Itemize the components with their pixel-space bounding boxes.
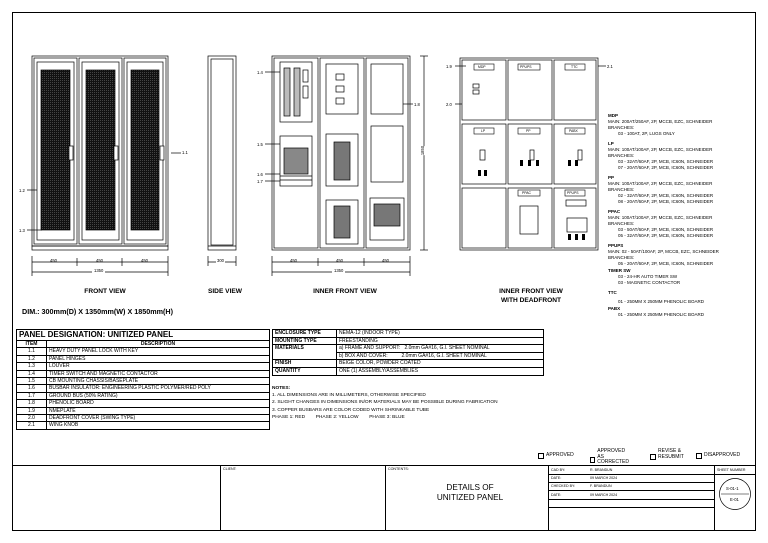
- spec-heading: LP: [608, 141, 614, 146]
- approved-label: APPROVED: [546, 452, 574, 459]
- spec-spacer: [608, 286, 758, 289]
- finish-label: FINISH: [273, 360, 337, 368]
- sheet-number-top: S-01-1: [726, 486, 739, 491]
- notes-block: [272, 385, 498, 421]
- panel-specifications: [608, 112, 758, 318]
- drawing-title: [420, 483, 520, 503]
- nameplate-ppac: PPAC: [522, 191, 531, 195]
- nameplate-lp: LP: [481, 129, 486, 133]
- as-corrected-checkbox[interactable]: [590, 457, 595, 463]
- spec-line: BRANCHES:: [608, 221, 635, 226]
- table-item: 2.0: [17, 415, 47, 422]
- revise-line-2: RESUBMIT: [658, 453, 684, 460]
- inner-dim-total: 1350: [334, 268, 344, 273]
- height-dim: 1850: [420, 145, 426, 156]
- table-desc: NMEPLATE: [47, 407, 270, 414]
- spec-item: 01 - 250MM X 250MM PHENOLIC BOARD: [618, 312, 705, 317]
- spec-line: MAIN: 200AT/250AF, 2P, MCCB, EZC, SCHNEIDER: [608, 119, 713, 124]
- callout-2-1: 2.1: [607, 64, 613, 69]
- note-1: 1. ALL DIMENSIONS ARE IN MILLIMETERS, OTHERWISE SPECIFIED: [272, 393, 426, 399]
- spec-item: 05 - 20AT/60AF, 2P, MCB, IC60N, SCHNEIDER: [618, 261, 714, 266]
- note-2: 2. SLIGHT CHANGES IN DIMENSIONS IN/OR MATERIALS MAY BE POSSIBLE DURING FABRICATION: [272, 400, 498, 406]
- spec-heading: TIMER SW: [608, 268, 631, 273]
- title-block-divider: [220, 465, 221, 531]
- front-dim-total: 1350: [94, 268, 104, 273]
- callout-1-9: 1.9: [446, 64, 452, 69]
- table-desc: TIMER SWITCH AND MAGNETIC CONTACTOR: [47, 370, 270, 377]
- table-desc: PHENOLIC BOARD: [47, 400, 270, 407]
- title-block-row: [548, 490, 714, 491]
- spec-heading: PPAC: [608, 209, 621, 214]
- title-block-divider: [385, 465, 386, 531]
- spec-item: 07 - 20AT/60AF, 2P, MCB, IC60N, SCHNEIDER: [618, 165, 714, 170]
- table-desc: LOUVER: [47, 363, 270, 370]
- client-label: CLIENT:: [223, 467, 237, 471]
- callout-2-0: 2.0: [446, 102, 452, 107]
- disapproved-option[interactable]: [696, 453, 740, 459]
- quantity-label: QUANTITY: [273, 367, 337, 375]
- table-item: 1.3: [17, 363, 47, 370]
- side-view-drawing: [208, 56, 236, 266]
- materials-b: b) BOX AND COVER: 2.0mm GA#16, G.I. SHEET NOMINAL: [337, 352, 544, 360]
- table-desc: CB MOUNTING CHASSIS/BASEPLATE: [47, 378, 270, 385]
- sheet-number-circle: [718, 477, 752, 511]
- approved-checkbox[interactable]: [538, 453, 544, 459]
- spec-heading: PP: [608, 175, 615, 180]
- table-desc: DEADFRONT COVER (SWING TYPE): [47, 415, 270, 422]
- title-block-row: [714, 474, 756, 475]
- deadfront-view-drawing: [455, 58, 606, 250]
- callout-1-4: 1.4: [257, 70, 263, 75]
- checked-by-value: F. BRANDUN: [590, 484, 612, 488]
- title-block-top-border: [12, 465, 756, 466]
- spec-item: 03 - 32AT/60AF, 2P, MCB, IC60N, SCHNEIDER: [618, 159, 714, 164]
- table-item: 1.9: [17, 407, 47, 414]
- callout-1-1: 1.1: [182, 150, 188, 155]
- overall-dimension-note: DIM.: 300mm(D) X 1350mm(W) X 1850mm(H): [22, 307, 173, 316]
- spec-item: 03 - 100AT, 2P, LUGS ONLY: [618, 131, 675, 136]
- notes-heading: NOTES:: [272, 386, 291, 391]
- spec-line: MAIN: 100AT/100AF, 2P, MCCB, EZC, SCHNEIDER: [608, 147, 713, 152]
- contents-label: CONTENTS:: [388, 467, 409, 471]
- inner-front-view-label: INNER FRONT VIEW: [313, 288, 377, 295]
- callout-1-2: 1.2: [19, 188, 25, 193]
- title-block-row: [548, 474, 714, 475]
- inner-front-view-drawing: [265, 56, 428, 276]
- spec-item: 08 - 20AT/60AF, 2P, MCB, IC60N, SCHNEIDER: [618, 199, 714, 204]
- enclosure-table: [272, 329, 544, 376]
- date-label: DATE:: [551, 476, 562, 480]
- spec-spacer: [608, 137, 758, 140]
- nameplate-ppups: PPUPS: [567, 191, 579, 195]
- table-desc: BUSBAR INSULATOR: ENGINEERING PLASTIC POLYMER/RED POLY: [47, 385, 270, 392]
- table-item: 1.1: [17, 348, 47, 355]
- revise-checkbox[interactable]: [650, 454, 656, 460]
- front-dim-1: 450: [50, 258, 57, 263]
- table-desc: WING KNOB: [47, 422, 270, 429]
- panel-table-title: PANEL DESIGNATION: UNITIZED PANEL: [17, 330, 270, 341]
- as-corrected-label: [597, 449, 629, 466]
- table-item: 1.7: [17, 392, 47, 399]
- spec-heading: TTC: [608, 290, 617, 295]
- table-item: 2.1: [17, 422, 47, 429]
- checked-by-label: CHECKED BY:: [551, 484, 576, 488]
- spec-spacer: [608, 171, 758, 174]
- spec-line: BRANCHES:: [608, 187, 635, 192]
- revise-line-1: REVISE &: [658, 448, 682, 454]
- mounting-type-label: MOUNTING TYPE: [273, 337, 337, 345]
- sheet-number-bottom: E-01: [730, 497, 739, 502]
- as-corrected-line-1: APPROVED: [597, 448, 626, 454]
- date-label: DATE:: [551, 493, 562, 497]
- inner-dim-3: 450: [382, 258, 389, 263]
- spec-item: 02 - 32AT/60AF, 2P, MCB, IC60N, SCHNEIDER: [618, 193, 714, 198]
- disapproved-checkbox[interactable]: [696, 453, 702, 459]
- nameplate-ppups-top: PPUPS: [520, 65, 532, 69]
- callout-1-7: 1.7: [257, 179, 263, 184]
- deadfront-view-label-1: INNER FRONT VIEW: [499, 288, 563, 295]
- table-item: 1.4: [17, 370, 47, 377]
- spec-line: MAIN: 100AT/100AF, 2P, MCCB, EZC, SCHNEIDER: [608, 181, 713, 186]
- cad-by-label: CAD BY:: [551, 468, 566, 472]
- spec-line: BRANCHES:: [608, 255, 635, 260]
- inner-dim-2: 450: [336, 258, 343, 263]
- spec-item: 01 - 250MM X 250MM PHENOLIC BOARD: [618, 299, 705, 304]
- title-block-row: [548, 507, 714, 508]
- nameplate-pp: PP: [526, 129, 531, 133]
- spec-item: 05 - 32AT/60AF, 2P, MCB, IC60N, SCHNEIDER: [618, 233, 714, 238]
- enclosure-type-label: ENCLOSURE TYPE: [273, 330, 337, 338]
- front-view-label: FRONT VIEW: [84, 288, 126, 295]
- side-dim: 300: [217, 258, 224, 263]
- title-block-row: [548, 499, 714, 500]
- nameplate-ttc: TTC: [571, 65, 578, 69]
- nameplate-pabx: PABX: [569, 129, 578, 133]
- drawing-title-line-2: UNITIZED PANEL: [436, 493, 504, 502]
- table-item: 1.5: [17, 378, 47, 385]
- front-view-drawing: [27, 56, 181, 276]
- callout-1-6: 1.6: [257, 172, 263, 177]
- deadfront-view-label-2: WITH DEADFRONT: [500, 297, 562, 304]
- spec-line: MAIN: 02 - 50AT/100AF, 2P, MCCB, EZC, SCHNEIDER: [608, 249, 719, 254]
- table-item: 1.2: [17, 355, 47, 362]
- title-block-divider: [548, 465, 549, 531]
- spec-item: 03 - MAGNETIC CONTACTOR: [618, 280, 681, 285]
- spec-heading: PPUPS: [608, 243, 624, 248]
- panel-designation-table: [16, 329, 270, 430]
- front-dim-3: 450: [141, 258, 148, 263]
- table-item: 1.6: [17, 385, 47, 392]
- note-3: 3. COPPER BUSBARS ARE COLOR CODED WITH SHRINKABLE TUBE: [272, 407, 430, 413]
- mounting-type-value: FREESTANDING: [337, 337, 544, 345]
- revise-label: [658, 449, 684, 460]
- date-value: 09 MARCH 2024: [590, 476, 618, 480]
- table-item: 1.8: [17, 400, 47, 407]
- inner-dim-1: 450: [290, 258, 297, 263]
- approved-option[interactable]: [538, 453, 574, 459]
- table-desc: GROUND BUS (50% RATING): [47, 392, 270, 399]
- callout-1-8: 1.8: [414, 102, 420, 107]
- finish-value: BEIGE COLOR, POWDER COATED: [337, 360, 544, 368]
- callout-1-3: 1.3: [19, 228, 25, 233]
- spec-heading: PABX: [608, 306, 621, 311]
- title-block-row: [548, 482, 714, 483]
- revise-resubmit-option[interactable]: [650, 449, 684, 460]
- title-block-divider: [714, 465, 715, 531]
- disapproved-label: DISAPPROVED: [704, 452, 741, 459]
- spec-line: BRANCHES:: [608, 153, 635, 158]
- front-dim-2: 450: [96, 258, 103, 263]
- materials-label: MATERIALS: [273, 345, 337, 360]
- spec-heading: MDP: [608, 113, 618, 118]
- approved-as-corrected-option[interactable]: [590, 449, 630, 466]
- as-corrected-line-2: AS CORRECTED: [597, 453, 629, 465]
- spec-item: 03 - 24-HR AUTO TIMER SW: [618, 274, 678, 279]
- quantity-value: ONE (1) ASSEMBLY/ASSEMBLIES: [337, 367, 544, 375]
- drawing-title-line-1: DETAILS OF: [446, 483, 494, 492]
- spec-item: 03 - 50AT/60AF, 2P, MCB, IC60N, SCHNEIDER: [618, 227, 714, 232]
- nameplate-mdp: MDP: [478, 65, 486, 69]
- col-item-header: ITEM: [17, 341, 47, 348]
- enclosure-type-value: NEMA-12 (INDOOR TYPE): [337, 330, 544, 338]
- spec-line: BRANCHES:: [608, 125, 635, 130]
- sheet-number-label: SHEET NUMBER: [717, 468, 746, 472]
- spec-line: MAIN: 100AT/100AF, 2P, MCCB, EZC, SCHNEIDER: [608, 215, 713, 220]
- cad-by-value: R. BRANDUN: [590, 468, 613, 472]
- note-4: PHASE 1: RED PHASE 2: YELLOW PHASE 3: BLUE: [272, 414, 405, 420]
- date-value: 09 MARCH 2024: [590, 493, 618, 497]
- side-view-label: SIDE VIEW: [207, 288, 243, 295]
- spec-spacer: [608, 205, 758, 208]
- table-desc: HEAVY DUTY PANEL LOCK WITH KEY: [47, 348, 270, 355]
- spec-spacer: [608, 239, 758, 242]
- col-description-header: DESCRIPTION: [47, 341, 270, 348]
- materials-a: a) FRAME AND SUPPORT: 2.0mm GA#16, G.I. SHEET NOMINAL: [337, 345, 544, 353]
- table-desc: PANEL HINGES: [47, 355, 270, 362]
- callout-1-5: 1.5: [257, 142, 263, 147]
